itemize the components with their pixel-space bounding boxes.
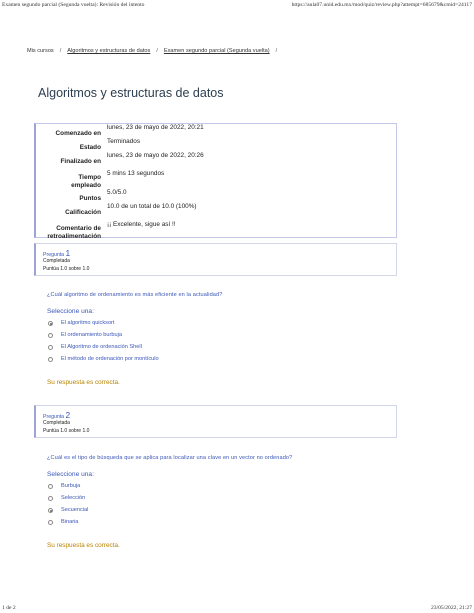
- answer-option[interactable]: [48, 344, 142, 350]
- summary-key: Estado: [79, 144, 101, 151]
- question-grade: Puntúa 1.0 sobre 1.0: [43, 266, 90, 272]
- question-grade: Puntúa 1.0 sobre 1.0: [43, 428, 90, 434]
- question-label: Pregunta: [43, 252, 65, 258]
- question-state: Completada: [43, 258, 70, 264]
- answer-option[interactable]: [48, 507, 88, 513]
- question-number-value: 1: [65, 248, 71, 258]
- breadcrumb-separator: /: [59, 48, 62, 54]
- radio-button[interactable]: [48, 345, 53, 350]
- question-info-2: [34, 405, 397, 438]
- summary-value: 5 mins 13 segundos: [107, 170, 165, 177]
- answer-option-label: El Algoritmo de ordenación Shell: [61, 344, 142, 350]
- radio-button[interactable]: [48, 496, 53, 501]
- summary-value: Terminados: [107, 138, 141, 145]
- summary-key: Comentario de retroalimentación: [47, 225, 101, 240]
- answer-option[interactable]: [48, 356, 159, 362]
- summary-key: Calificación: [65, 209, 101, 216]
- question-number: [43, 248, 70, 258]
- answer-option-label: El algoritmo quicksort: [61, 320, 115, 326]
- summary-value: 5.0/5.0: [107, 189, 127, 196]
- answer-option-label: Binaria: [61, 519, 79, 525]
- answer-option[interactable]: [48, 495, 85, 501]
- radio-button-checked[interactable]: [48, 321, 53, 326]
- print-datetime: 23/05/2022, 21:27: [430, 605, 472, 611]
- answer-feedback: Su respuesta es correcta.: [47, 379, 120, 386]
- summary-key: Tiempo empleado: [71, 174, 101, 189]
- summary-key: Comenzado en: [55, 130, 101, 137]
- question-number-value: 2: [65, 410, 71, 420]
- breadcrumb-item-quiz[interactable]: Examen segundo parcial (Segunda vuelta): [163, 48, 270, 54]
- question-info-1: [34, 243, 397, 276]
- print-header: [0, 0, 474, 14]
- summary-value: ¡¡ Excelente, sigue así !!: [107, 221, 176, 228]
- breadcrumb: [27, 48, 283, 54]
- answer-option-label: Secuencial: [61, 507, 89, 513]
- summary-key: Finalizado en: [60, 158, 101, 165]
- answer-option[interactable]: [48, 519, 78, 525]
- page-title: Algoritmos y estructuras de datos: [38, 86, 224, 100]
- print-header-title: Examen segundo parcial (Segunda vuelta): Revisión del intento: [2, 2, 145, 8]
- question-text: ¿Cuál algoritmo de ordenamiento es más eficiente en la actualidad?: [47, 292, 223, 298]
- attempt-summary-table: [34, 123, 397, 238]
- answer-feedback: Su respuesta es correcta.: [47, 542, 120, 549]
- summary-value: 10.0 de un total de 10.0 (100%): [107, 203, 197, 210]
- print-header-url: https://aula07.unid.edu.mx/mod/quiz/review.php?attempt=685679&cmid=24117: [291, 2, 472, 8]
- answer-option-label: Burbuja: [61, 483, 81, 489]
- summary-value: lunes, 23 de mayo de 2022, 20:26: [107, 152, 204, 159]
- summary-value: lunes, 23 de mayo de 2022, 20:21: [107, 124, 204, 131]
- breadcrumb-item-mis-cursos[interactable]: Mis cursos: [27, 48, 54, 54]
- radio-button[interactable]: [48, 357, 53, 362]
- answer-option-label: El ordenamiento burbuja: [61, 332, 122, 338]
- question-prompt: Seleccione una:: [47, 471, 94, 478]
- question-text: ¿Cuál es el tipo de búsqueda que se aplica para localizar una clave en un vector no ordenado?: [47, 455, 293, 461]
- summary-key: Puntos: [79, 195, 101, 202]
- print-footer: [0, 601, 474, 613]
- radio-button[interactable]: [48, 333, 53, 338]
- page-number: 1 de 2: [2, 605, 16, 611]
- question-label: Pregunta: [43, 414, 65, 420]
- answer-option-label: El método de ordenación por montículo: [61, 356, 159, 362]
- question-state: Completada: [43, 420, 70, 426]
- radio-button[interactable]: [48, 484, 53, 489]
- answer-option[interactable]: [48, 332, 122, 338]
- radio-button-checked[interactable]: [48, 508, 53, 513]
- answer-option-label: Selección: [61, 495, 86, 501]
- question-prompt: Seleccione una:: [47, 308, 94, 315]
- breadcrumb-item-course[interactable]: Algoritmos y estructuras de datos: [67, 48, 151, 54]
- answer-option[interactable]: [48, 320, 114, 326]
- breadcrumb-separator: /: [156, 48, 158, 54]
- breadcrumb-separator: /: [275, 48, 278, 54]
- radio-button[interactable]: [48, 520, 53, 525]
- answer-option[interactable]: [48, 483, 80, 489]
- question-number: [43, 410, 70, 420]
